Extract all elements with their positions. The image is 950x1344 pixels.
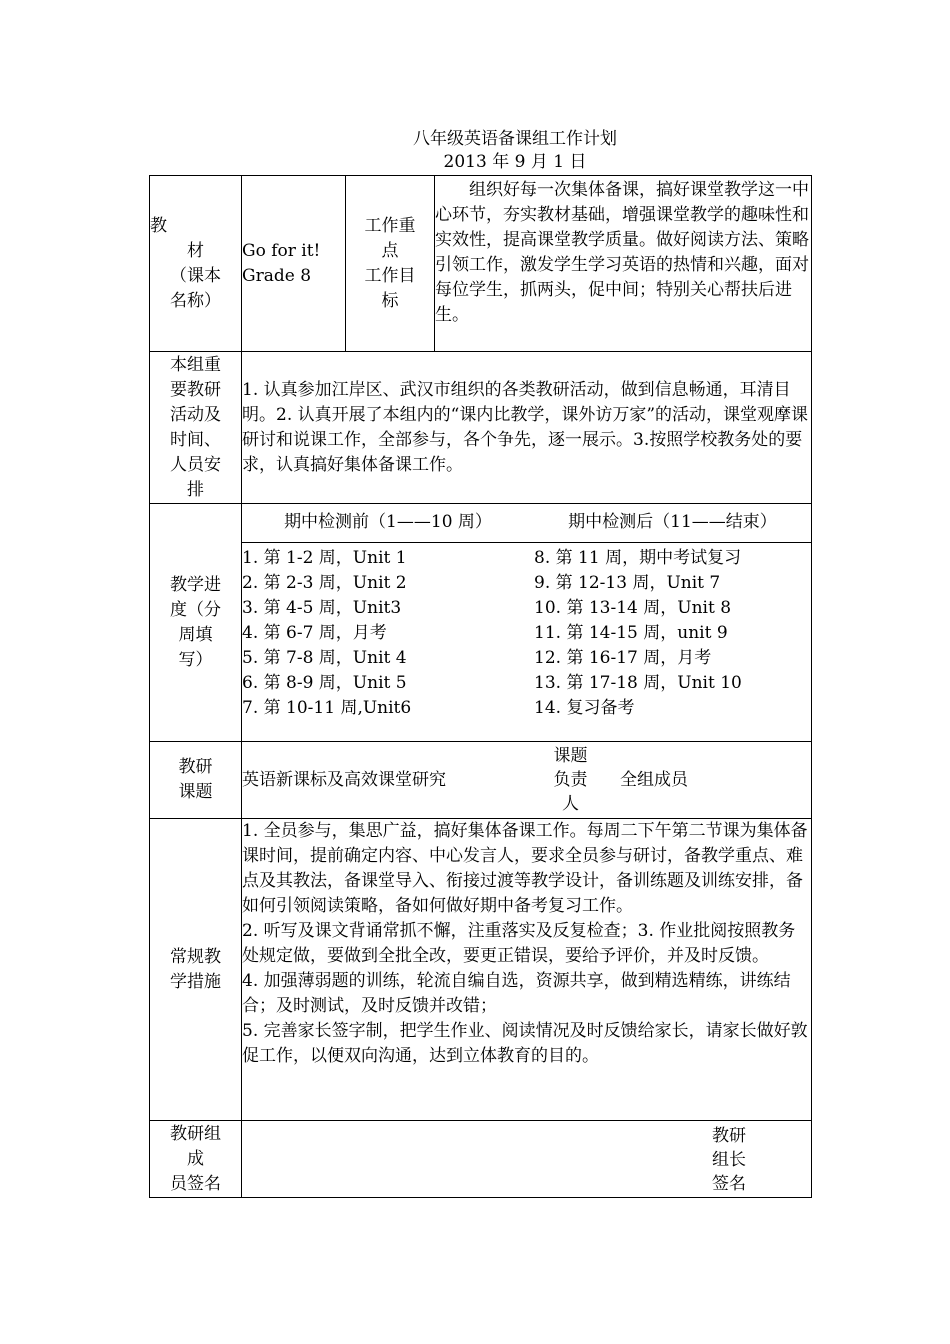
- document-title: 八年级英语备课组工作计划: [413, 129, 617, 149]
- list-item: 14. 复习备考: [534, 697, 635, 718]
- plan-table: [149, 175, 812, 1198]
- before-midterm-header: 期中检测前（1——10 周）: [242, 504, 534, 542]
- measure-paragraph: 2. 听写及课文背诵常抓不懈，注重落实及反复检查；3. 作业批阅按照教务处规定做，要做到全批全改，要更正错误，要给予评价，并及时反馈。: [242, 921, 796, 966]
- label-topic-owner: 课题 负责 人: [553, 746, 588, 814]
- measure-paragraph: 5. 完善家长签字制，把学生作业、阅读情况及时反馈给家长，请家长做好敦促工作，以便双向沟通，达到立体教育的目的。: [242, 1021, 808, 1066]
- list-item: 9. 第 12-13 周，Unit 7: [534, 572, 721, 593]
- list-item: 6. 第 8-9 周，Unit 5: [242, 672, 407, 693]
- label-member-signatures: 教研组 成 员签名: [150, 1121, 242, 1198]
- label-schedule: 教学进 度（分 周填 写）: [150, 504, 242, 742]
- list-item: 12. 第 16-17 周，月考: [534, 647, 712, 668]
- member-signatures-field[interactable]: [242, 1122, 700, 1197]
- label-research-topic: 教研 课题: [150, 742, 242, 819]
- list-item: 10. 第 13-14 周，Unit 8: [534, 597, 732, 618]
- list-item: 8. 第 11 周，期中考试复习: [534, 547, 742, 568]
- measure-paragraph: 4. 加强薄弱题的训练，轮流自编自选，资源共享，做到精选精练，讲练结合；及时测试，及时反馈并改错；: [242, 971, 791, 1016]
- list-item: 3. 第 4-5 周，Unit3: [242, 597, 402, 618]
- teaching-measures-text: [242, 819, 812, 1121]
- list-item: 5. 第 7-8 周，Unit 4: [242, 647, 407, 668]
- list-item: 7. 第 10-11 周,Unit6: [242, 697, 412, 718]
- label-research-activities: 本组重 要教研 活动及 时间、 人员安 排: [150, 352, 242, 504]
- before-midterm-list: [242, 542, 534, 740]
- label-teaching-measures: 常规教 学措施: [150, 819, 242, 1121]
- textbook-name: Go for it! Grade 8: [242, 176, 346, 352]
- signatures-cell: [242, 1121, 812, 1198]
- label-textbook: 教 材 （课本 名称）: [150, 176, 242, 352]
- row-schedule: [150, 504, 812, 742]
- list-item: 11. 第 14-15 周，unit 9: [534, 622, 728, 643]
- row-signatures: [150, 1121, 812, 1198]
- row-research-topic: [150, 742, 812, 819]
- leader-signature-field[interactable]: [758, 1122, 811, 1197]
- label-work-focus: 工作重 点 工作目 标: [346, 176, 435, 352]
- research-topic: 英语新课标及高效课堂研究: [242, 769, 446, 790]
- after-midterm-header: 期中检测后（11——结束）: [534, 504, 811, 542]
- research-topic-cell: [242, 742, 812, 819]
- row-research-activities: [150, 352, 812, 504]
- research-activities-text: 1. 认真参加江岸区、武汉市组织的各类教研活动，做到信息畅通，耳清目明。2. 认真开展了本组内的“课内比教学，课外访万家”的活动，课堂观摩课研讨和说课工作，全部参与，各个争先，逐一展示。3.按照学校教务处的要求，认真搞好集体备课工作。: [242, 352, 812, 504]
- schedule-cell: [242, 504, 812, 742]
- schedule-table: [242, 504, 811, 740]
- list-item: 13. 第 17-18 周，Unit 10: [534, 672, 742, 693]
- topic-owner: 全组成员: [620, 769, 688, 790]
- after-midterm-list: [534, 542, 811, 740]
- list-item: 4. 第 6-7 周，月考: [242, 622, 387, 643]
- work-focus-text: 组织好每一次集体备课，搞好课堂教学这一中心环节，夯实教材基础，增强课堂教学的趣味性和实效性，提高课堂教学质量。做好阅读方法、策略引领工作，激发学生学习英语的热情和兴趣，面对每位学生，抓两头，促中间；特别关心帮扶后进生。: [435, 176, 812, 352]
- document-date: 2013 年 9 月 1 日: [443, 152, 587, 172]
- row-teaching-measures: [150, 819, 812, 1121]
- list-item: 2. 第 2-3 周，Unit 2: [242, 572, 407, 593]
- label-leader-signature: 教研 组长 签名: [712, 1125, 746, 1194]
- measure-paragraph: 1. 全员参与，集思广益，搞好集体备课工作。每周二下午第二节课为集体备课时间，提前确定内容、中心发言人，要求全员参与研讨，备教学重点、难点及其教法，备课堂导入、衔接过渡等教学设计，备训练题及训练安排，备如何引领阅读策略，备如何做好期中备考复习工作。: [242, 821, 808, 916]
- list-item: 1. 第 1-2 周，Unit 1: [242, 547, 407, 568]
- row-textbook: [150, 176, 812, 352]
